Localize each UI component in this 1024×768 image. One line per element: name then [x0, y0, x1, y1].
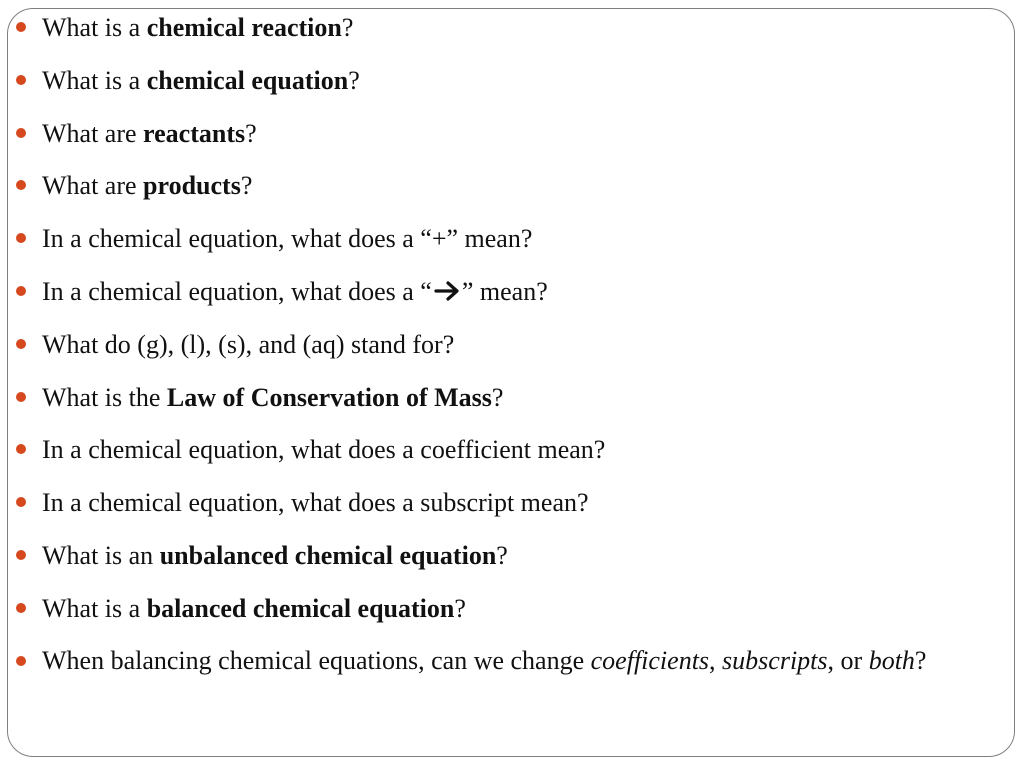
circle-bullet-icon — [16, 392, 26, 402]
circle-bullet-icon — [16, 656, 26, 666]
question-text: What do (g), (l), (s), and (aq) stand for? — [42, 329, 455, 359]
list-item — [16, 376, 1016, 420]
list-item — [16, 534, 1016, 578]
question-text: What is a — [42, 593, 147, 623]
question-bold-term: Law of Conservation of Mass — [166, 382, 492, 412]
question-separator: , — [709, 645, 723, 675]
list-item — [16, 481, 1016, 525]
question-punct: ? — [341, 13, 354, 42]
list-item — [16, 164, 1016, 208]
circle-bullet-icon — [16, 286, 26, 296]
question-bold-term: chemical equation — [146, 65, 349, 95]
question-text: What are — [42, 118, 144, 148]
circle-bullet-icon — [16, 444, 26, 454]
list-item — [16, 6, 1016, 50]
list-item — [16, 640, 1016, 682]
question-italic-term: both — [868, 645, 915, 675]
question-text: What are — [42, 171, 144, 201]
question-italic-term: coefficients — [590, 645, 710, 675]
question-bold-term: balanced chemical equation — [146, 593, 455, 623]
question-text: What is a — [42, 65, 147, 95]
question-bold-term: products — [143, 171, 241, 201]
question-punct: ” mean? — [461, 276, 548, 306]
question-punct: ? — [240, 171, 253, 201]
question-text: What is a — [42, 13, 147, 42]
question-list — [16, 6, 1016, 690]
circle-bullet-icon — [16, 603, 26, 613]
list-item — [16, 323, 1016, 367]
list-item — [16, 428, 1016, 472]
question-punct: ? — [491, 382, 504, 412]
list-item — [16, 587, 1016, 631]
question-text: What is an — [42, 540, 160, 570]
list-item — [16, 217, 1016, 261]
question-text: In a chemical equation, what does a “+” mean? — [42, 224, 533, 254]
circle-bullet-icon — [16, 128, 26, 138]
list-item — [16, 270, 1016, 314]
circle-bullet-icon — [16, 75, 26, 85]
question-text: In a chemical equation, what does a coefficient mean? — [42, 435, 606, 465]
list-item — [16, 112, 1016, 156]
question-bold-term: chemical reaction — [146, 13, 342, 42]
question-punct: ? — [914, 645, 927, 675]
list-item — [16, 59, 1016, 103]
question-italic-term: subscripts — [722, 645, 828, 675]
circle-bullet-icon — [16, 180, 26, 190]
circle-bullet-icon — [16, 339, 26, 349]
question-punct: ? — [454, 593, 466, 623]
question-text: What is the — [42, 382, 167, 412]
question-punct: ? — [496, 540, 508, 570]
circle-bullet-icon — [16, 497, 26, 507]
question-separator: , or — [827, 645, 869, 675]
circle-bullet-icon — [16, 550, 26, 560]
question-bold-term: reactants — [143, 118, 246, 148]
question-punct: ? — [348, 65, 360, 95]
question-text: When balancing chemical equations, can we change — [42, 645, 591, 675]
question-bold-term: unbalanced chemical equation — [159, 540, 497, 570]
circle-bullet-icon — [16, 22, 26, 32]
question-punct: ? — [245, 118, 257, 148]
circle-bullet-icon — [16, 233, 26, 243]
right-arrow-icon — [432, 280, 462, 302]
question-text: In a chemical equation, what does a “ — [42, 276, 432, 306]
question-text: In a chemical equation, what does a subscript mean? — [42, 488, 589, 518]
